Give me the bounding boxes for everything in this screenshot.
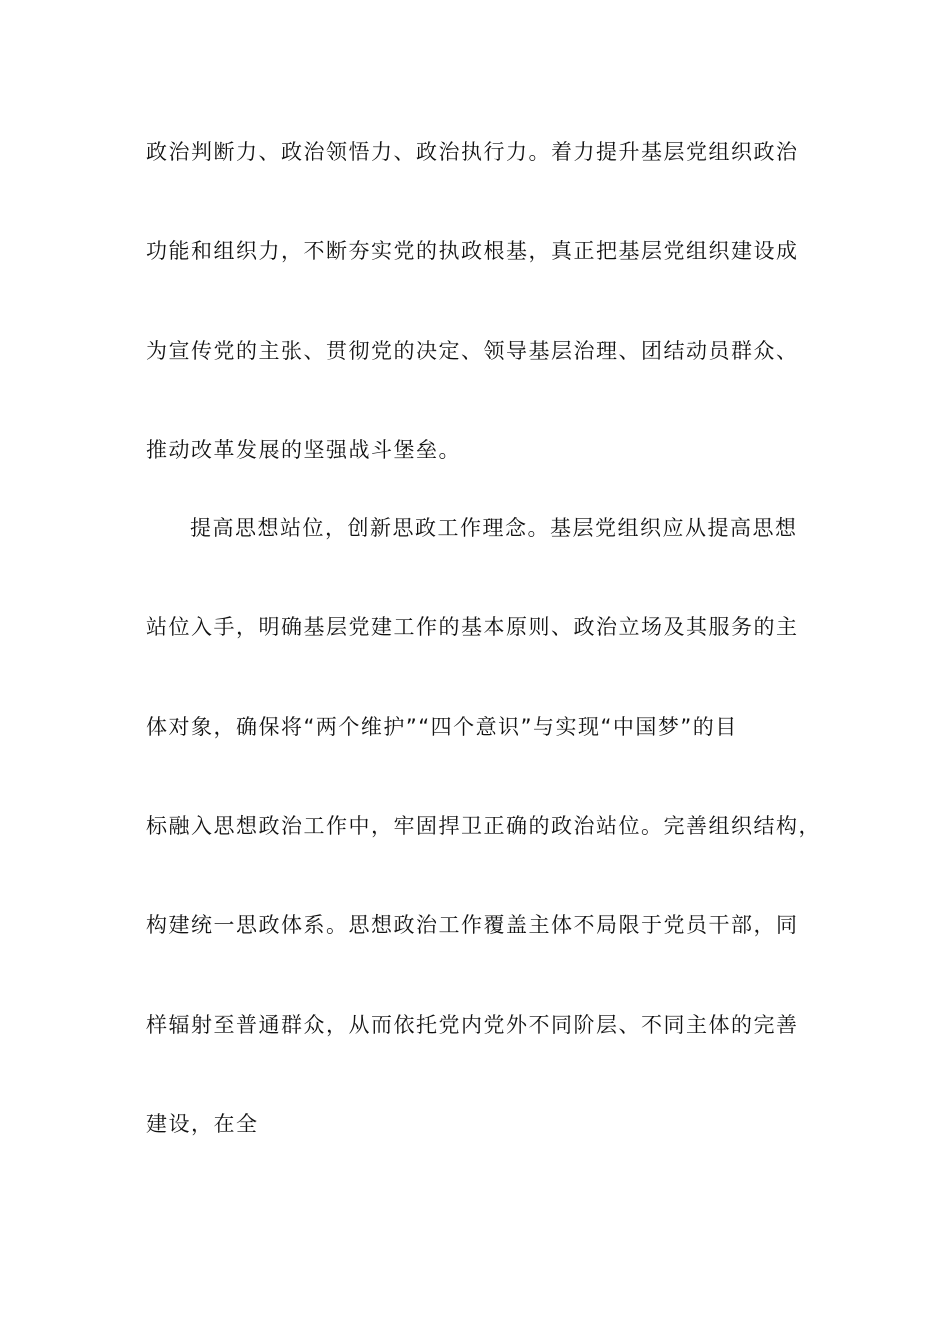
text-line: 为宣传党的主张、贯彻党的决定、领导基层治理、团结动员群众、 — [146, 339, 799, 363]
text-line: 构建统一思政体系。思想政治工作覆盖主体不局限于党员干部，同 — [146, 913, 799, 937]
text-line: 建设，在全 — [146, 1112, 259, 1136]
text-line: 体对象，确保将“两个维护”“四个意识”与实现“中国梦”的目 — [146, 715, 738, 739]
text-line: 功能和组织力，不断夯实党的执政根基，真正把基层党组织建设成 — [146, 239, 799, 263]
text-line: 标融入思想政治工作中，牢固捍卫正确的政治站位。完善组织结构， — [146, 814, 821, 838]
text-line: 推动改革发展的坚强战斗堡垒。 — [146, 438, 461, 462]
paragraph-first-line: 提高思想站位，创新思政工作理念。基层党组织应从提高思想 — [190, 516, 798, 540]
text-line: 样辐射至普通群众，从而依托党内党外不同阶层、不同主体的完善 — [146, 1013, 799, 1037]
text-line: 站位入手，明确基层党建工作的基本原则、政治立场及其服务的主 — [146, 615, 799, 639]
text-line: 政治判断力、政治领悟力、政治执行力。着力提升基层党组织政治 — [146, 140, 799, 164]
